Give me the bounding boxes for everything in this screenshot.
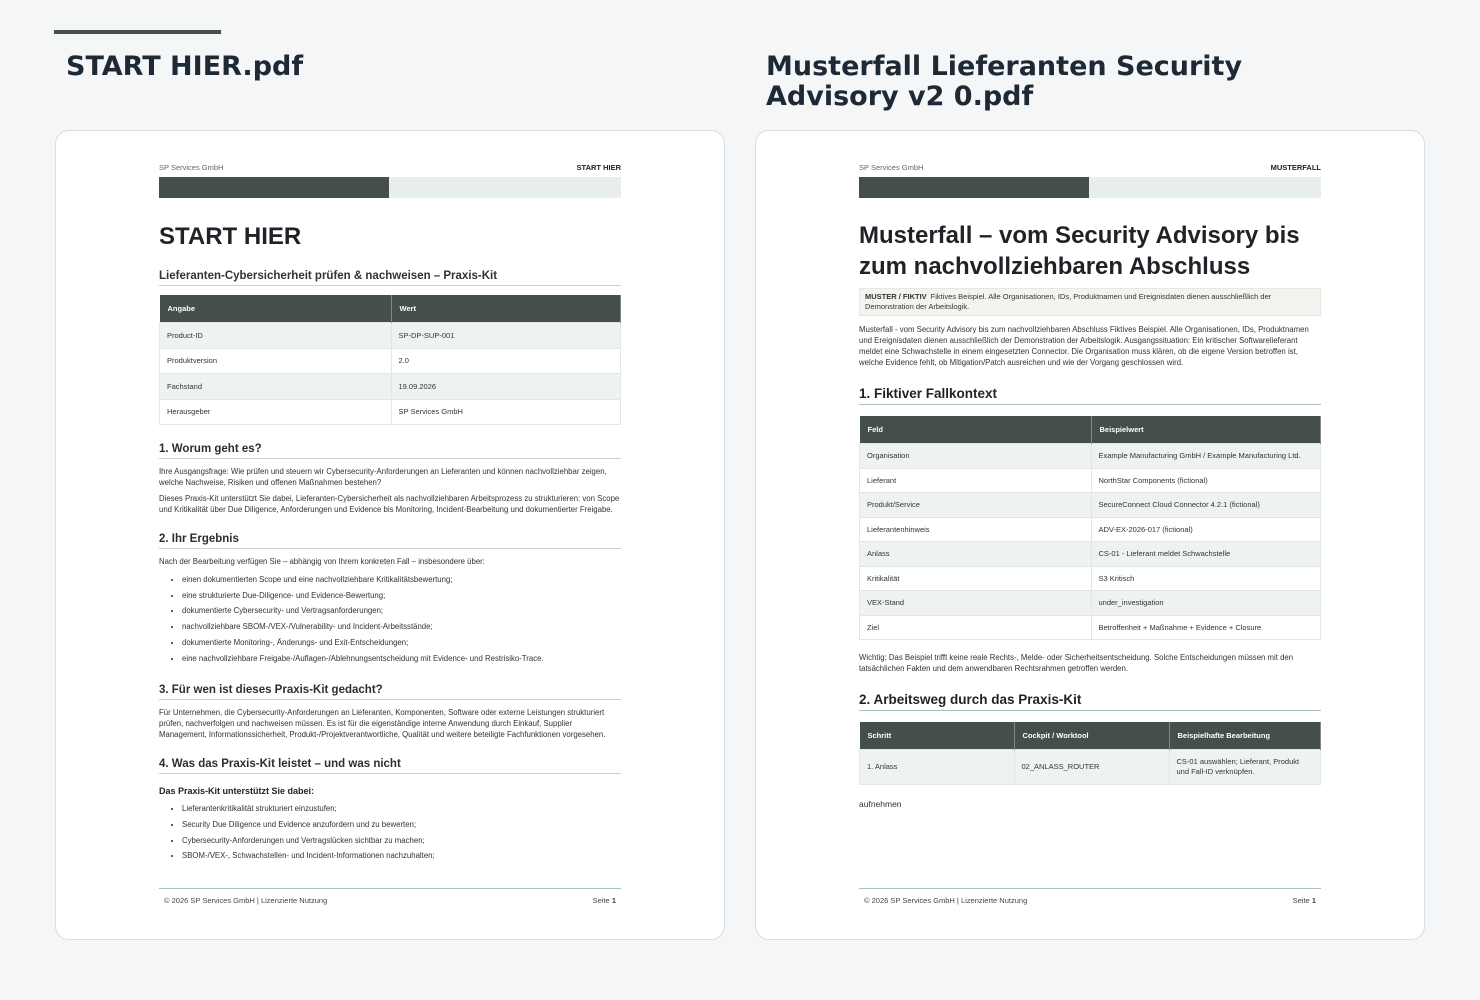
header-band <box>859 177 1321 198</box>
file-title-right[interactable]: Musterfall Lieferanten Security Advisory v2 0.pdf <box>766 51 1243 112</box>
paragraph: Dieses Praxis-Kit unterstützt Sie dabei, Lieferanten-Cybersicherheit als nachvollziehbaren Arbeitsprozess zu strukturieren: von Scope und Kritikalität über Due Diligence, Anforderungen und Evidence bis Monitoring, Incident-Bearbeitung und dokumentierter Freigabe. <box>159 494 620 514</box>
section-heading: 2. Ihr Ergebnis <box>159 533 621 549</box>
pdf-page <box>859 161 1321 809</box>
list-item: • Lieferantenkritikalität strukturiert einzustufen; <box>182 801 621 817</box>
section-heading: 4. Was das Praxis-Kit leistet – und was nicht <box>159 758 621 774</box>
footer-rule <box>159 888 621 889</box>
page-header <box>859 161 1321 175</box>
table-header: Cockpit / Worktool <box>1014 722 1169 750</box>
footer-rule <box>859 888 1321 889</box>
page-header <box>159 161 621 175</box>
table-cell: Ziel <box>860 615 1092 640</box>
page-subtitle: Lieferanten-Cybersicherheit prüfen & nachweisen – Praxis-Kit <box>159 270 621 286</box>
section-heading: 2. Arbeitsweg durch das Praxis-Kit <box>859 692 1321 711</box>
header-tag: MUSTERFALL <box>1270 163 1321 172</box>
table-cell: Produkt/Service <box>860 493 1092 518</box>
table-row <box>860 566 1321 591</box>
notice-label: MUSTER / FIKTIV <box>865 292 927 301</box>
table-header: Schritt <box>860 722 1015 750</box>
table-header: Wert <box>391 295 621 323</box>
table-cell: 2.0 <box>391 348 621 374</box>
table-cell: SecureConnect Cloud Connector 4.2.1 (fictional) <box>1091 493 1321 518</box>
table-header: Angabe <box>160 295 392 323</box>
list-item: • nachvollziehbare SBOM-/VEX-/Vulnerability- und Incident-Arbeitsstände; <box>182 619 621 635</box>
page-title: Musterfall – vom Security Advisory bis zum nachvollziehbaren Abschluss <box>859 222 1300 280</box>
page-label: Seite <box>592 896 610 905</box>
file-title-left[interactable]: START HIER.pdf <box>66 51 304 82</box>
table-header: Feld <box>860 416 1092 444</box>
table-cell: Betroffenheit + Maßnahme + Evidence + Closure <box>1091 615 1321 640</box>
sample-notice <box>859 288 1321 316</box>
table-cell: Fachstand <box>160 374 392 400</box>
table-cell: Kritikalität <box>860 566 1092 591</box>
header-tag: START HIER <box>576 163 621 172</box>
page-label: Seite <box>1292 896 1310 905</box>
table-row <box>860 493 1321 518</box>
table-cell: Lieferantenhinweis <box>860 517 1092 542</box>
table-row <box>160 399 621 425</box>
table-row <box>860 444 1321 469</box>
paragraph: Ihre Ausgangsfrage: Wie prüfen und steuern wir Cybersecurity-Anforderungen an Lieferanten und können nachvollziehbar zeigen, welche Nachweise, Risiken und offenen Maßnahmen bestehen? <box>159 467 607 487</box>
list-item: • eine nachvollziehbare Freigabe-/Auflagen-/Ablehnungsentscheidung mit Evidence- und Restrisiko-Trace. <box>182 651 621 667</box>
pdf-preview-right[interactable] <box>755 130 1425 940</box>
table-cell: Organisation <box>860 444 1092 469</box>
list-item: • Cybersecurity-Anforderungen und Vertragslücken sichtbar zu machen; <box>182 833 621 849</box>
pdf-page <box>159 161 621 864</box>
workflow-table <box>859 722 1321 785</box>
section-heading: 1. Worum geht es? <box>159 443 621 459</box>
page-num: 1 <box>1311 896 1316 905</box>
support-list <box>159 801 621 864</box>
notice-text: Fiktives Beispiel. Alle Organisationen, IDs, Produktnamen und Ereignisdaten dienen ausschließlich der Demonstration der Arbeitslogik. <box>865 292 1272 311</box>
page-title: START HIER <box>159 223 302 250</box>
table-cell: 02_ANLASS_ROUTER <box>1014 750 1169 785</box>
table-cell: NorthStar Components (fictional) <box>1091 468 1321 493</box>
table-cell: Product-ID <box>160 323 392 349</box>
header-company: SP Services GmbH <box>859 163 924 172</box>
table-cell: SP-DP-SUP-001 <box>391 323 621 349</box>
paragraph: Musterfall - vom Security Advisory bis zum nachvollziehbaren Abschluss Fiktives Beispiel. Alle Organisationen, IDs, Produktnamen und Ereignisdaten dienen ausschließlich der Demonstration der Arbeitslogik. Ausgangssituation: Ein kritischer Softwarelieferant meldet eine Schwachstelle in einem eingesetzten Connector. Die Organisation muss klären, ob die eigene Version betroffen ist, welche Evidence fehlt, ob Mitigation/Patch ausreichen und wie der Vorgang geschlossen wird. <box>859 325 1309 367</box>
list-item: • dokumentierte Cybersecurity- und Vertragsanforderungen; <box>182 603 621 619</box>
table-cell: Example Manufacturing GmbH / Example Manufacturing Ltd. <box>1091 444 1321 469</box>
section-heading: 1. Fiktiver Fallkontext <box>859 386 1321 405</box>
trailing-text: aufnehmen <box>859 799 902 809</box>
page-num: 1 <box>611 896 616 905</box>
table-cell: 19.09.2026 <box>391 374 621 400</box>
table-cell: under_investigation <box>1091 591 1321 616</box>
paragraph: Für Unternehmen, die Cybersecurity-Anforderungen an Lieferanten, Komponenten, Software oder externe Leistungen strukturiert prüfen, nachverfolgen und nachweisen müssen. Es ist für die eigenständige interne Anwendung durch Einkauf, Supplier Management, Informationssicherheit, Produkt-/Projektverantwortliche, Qualität und weitere beteiligte Fachfunktionen vorgesehen. <box>159 708 606 740</box>
table-cell: ADV-EX-2026-017 (fictional) <box>1091 517 1321 542</box>
bold-lead: Das Praxis-Kit unterstützt Sie dabei: <box>159 786 315 797</box>
table-cell: SP Services GmbH <box>391 399 621 425</box>
table-cell: Lieferant <box>860 468 1092 493</box>
list-item: • Security Due Diligence und Evidence anzufordern und zu bewerten; <box>182 817 621 833</box>
table-cell: 1. Anlass <box>860 750 1015 785</box>
table-cell: Anlass <box>860 542 1092 567</box>
list-item: • einen dokumentierten Scope und eine nachvollziehbare Kritikalitätsbewertung; <box>182 572 621 588</box>
list-item: • SBOM-/VEX-, Schwachstellen- und Incident-Informationen nachzuhalten; <box>182 848 621 864</box>
table-row <box>160 323 621 349</box>
table-cell: S3 Kritisch <box>1091 566 1321 591</box>
header-company: SP Services GmbH <box>159 163 224 172</box>
table-row <box>860 542 1321 567</box>
table-header: Beispielwert <box>1091 416 1321 444</box>
warning-paragraph: Wichtig: Das Beispiel trifft keine reale Rechts-, Melde- oder Sicherheitsentscheidung. Solche Entscheidungen müssen mit den tatsächlichen Fakten und dem anwendbaren Rechtsrahmen getroffen werden. <box>859 653 1294 673</box>
context-table <box>859 416 1321 640</box>
list-item: • eine strukturierte Due-Diligence- und Evidence-Bewertung; <box>182 588 621 604</box>
page-footer <box>864 896 1316 905</box>
page-number <box>1293 896 1316 905</box>
table-cell: Produktversion <box>160 348 392 374</box>
table-cell: CS-01 auswählen; Lieferant, Produkt und Fall-ID verknüpfen. <box>1169 750 1321 785</box>
table-header: Beispielhafte Bearbeitung <box>1169 722 1321 750</box>
table-cell: VEX-Stand <box>860 591 1092 616</box>
pdf-preview-left[interactable] <box>55 130 725 940</box>
info-table <box>159 295 621 425</box>
active-tab-indicator <box>54 30 221 34</box>
table-row <box>860 517 1321 542</box>
table-row <box>860 615 1321 640</box>
header-band <box>159 177 621 198</box>
table-cell: CS-01 - Lieferant meldet Schwachstelle <box>1091 542 1321 567</box>
table-row <box>860 468 1321 493</box>
footer-copyright: © 2026 SP Services GmbH | Lizenzierte Nutzung <box>164 896 328 905</box>
paragraph: Nach der Bearbeitung verfügen Sie – abhängig von Ihrem konkreten Fall – insbesondere über: <box>159 557 485 566</box>
table-row <box>860 750 1321 785</box>
page-number <box>593 896 616 905</box>
page-footer <box>164 896 616 905</box>
list-item: • dokumentierte Monitoring-, Änderungs- und Exit-Entscheidungen; <box>182 635 621 651</box>
table-row <box>860 591 1321 616</box>
section-heading: 3. Für wen ist dieses Praxis-Kit gedacht? <box>159 684 621 700</box>
result-list <box>159 572 621 666</box>
table-row <box>160 348 621 374</box>
table-cell: Herausgeber <box>160 399 392 425</box>
table-row <box>160 374 621 400</box>
footer-copyright: © 2026 SP Services GmbH | Lizenzierte Nutzung <box>864 896 1028 905</box>
